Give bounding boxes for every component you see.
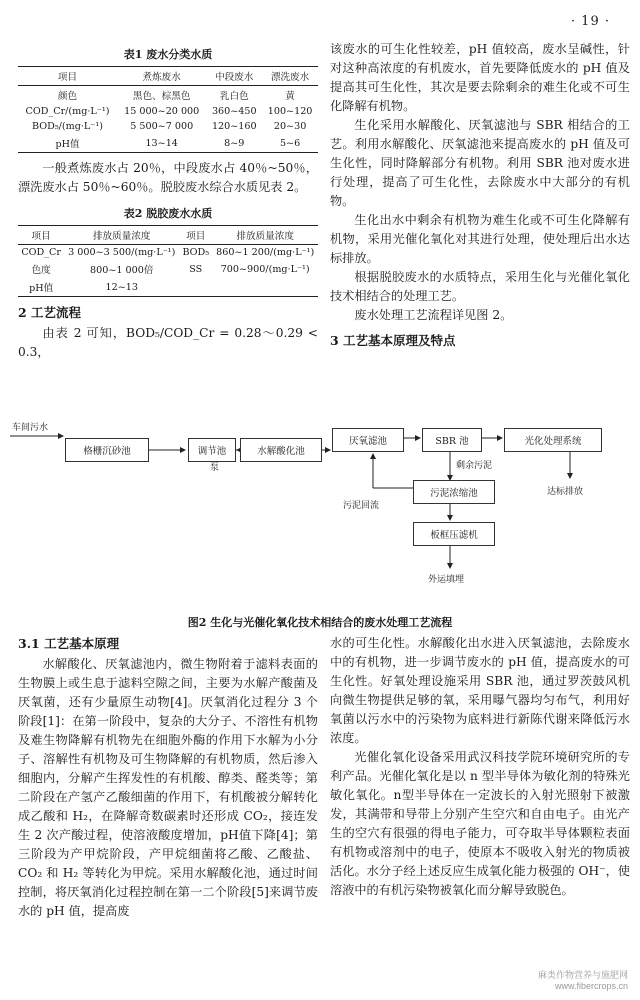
flow-box: 调节池 [188,438,236,462]
watermark [538,970,628,992]
paragraph: 由表 2 可知，BOD₅/COD_Cr = 0.28～0.29 < 0.3， [18,326,318,359]
section-heading: 2 工艺流程 [18,305,82,320]
table2-header: 项目 [186,231,206,242]
right-column-bottom [330,634,630,900]
table-row [18,134,318,153]
watermark-line: www.fibercrops.cn [554,981,628,991]
section-heading: 3.1 工艺基本原理 [18,636,120,651]
paragraph: 光催化氧化设备采用武汉科技学院环境研究所的专利产品。光催化氧化是以 n 型半导体为敏化剂的特殊光敏化氧化。n型半导体在一定波长的入射光照射下被激发，其满带和导带上分别产生空穴和自由电子。由光产生的空穴有很强的得电子能力，可夺取半导体颗粒表面有机物或溶剂中的电子，使原本不吸收入射光的物质被活化。水分子经上述反应生成氧化能力极强的 OH⁻，使溶液中的有机污染物被氧化而分解导致脱色。 [330,750,630,897]
paragraph: 水解酸化、厌氧滤池内，微生物附着于滤料表面的生物膜上或生息于滤料空隙之间，主要为水解产酸菌及厌氧菌，还有少量原生动物[4]。厌氧消化过程分 3 个阶段[1]：在第一阶段中，复杂的大分子、不溶性有机物及难生物降解有机物先在细胞外酶的作用下水解为小分子、溶解性有机物及可生物降解的有机物质，然后渗入细胞内，分解产生挥发性的有机酸、醇类、醛类等；第二阶段在产氢产乙酸细菌的作用下，有机酸被分解转化成乙酸和 H₂，在降解奇数碳素时还形成 CO₂，接连发生 2 次产酸过程，使溶液酸度增加，pH值下降[4]；第三阶段为产甲烷阶段，产甲烷细菌将乙酸、乙酸盐、CO₂ 和 H₂ 等转化为甲烷。采用水解酸化池，通过时间控制，将厌氧消化过程控制在第一二个阶段[5]来调节废水的 pH 值，提高废 [18,657,318,918]
input-label: 车间污水 [12,423,49,433]
table-row [18,260,318,278]
table-row [18,86,318,105]
paragraph: 生化出水中剩余有机物为难生化或不可生化降解有机物，采用光催化氧化对其进行处理，使处理后出水达标排放。 [330,213,630,265]
table2-header: 排放质量浓度 [236,231,294,242]
table2-header: 排放质量浓度 [92,231,151,242]
table-cell: COD_Cr/(mg·L⁻¹) [25,106,110,117]
flow-box: 水解酸化池 [240,438,322,462]
table-cell: SS [189,263,203,275]
table-cell: 12~13 [105,281,138,293]
table-row [18,278,318,297]
flow-box: 板框压滤机 [413,522,495,546]
table-cell: 黑色、棕黑色 [132,91,191,102]
flow-box: 污泥浓缩池 [413,480,495,504]
right-column [330,40,630,352]
table-cell: 20~30 [273,121,307,132]
table-cell: 800~1 000倍 [90,265,154,276]
table-cell: pH值 [55,139,80,150]
table-cell: 3 000~3 500/(mg·L⁻¹) [68,247,176,258]
table-cell: COD_Cr [21,247,61,258]
table1 [18,66,318,153]
section-heading: 3 工艺基本原理及特点 [330,333,456,348]
table-cell [179,278,212,297]
table1-caption: 表1 废水分类水质 [123,48,213,61]
landfill-label: 外运填埋 [428,575,465,585]
pump-label: 泵 [210,463,220,473]
return-label: 污泥回流 [343,501,380,511]
table2 [18,225,318,297]
table1-header: 项目 [57,72,78,83]
paragraph: 一般煮炼废水占 20％，中段废水占 40％~50％，漂洗废水占 50％~60％。脱胶废水综合水质见表 2。 [18,161,318,194]
left-column-bottom [18,634,318,921]
table1-header: 煮炼废水 [142,72,181,83]
paragraph: 该废水的可生化性较差，pH 值较高，废水呈碱性，针对这种高浓度的有机废水，首先要降低废水的 pH 值及提高其可生化性，其次是要去除剩余的难生化或不可生化降解有机物。 [330,42,630,113]
table2-caption: 表2 脱胶废水水质 [123,207,213,220]
paragraph: 生化采用水解酸化、厌氧滤池与 SBR 相结合的工艺。利用水解酸化、厌氧滤池来提高废水的 pH 值及可生化性，同时降解部分有机物。利用 SBR 池对废水进行处理，提高了可生化性，去除废水中大部分的有机物。 [330,118,630,208]
table-cell: 乳白色 [219,91,249,102]
table1-header: 漂洗废水 [270,72,310,83]
table1-header: 中段废水 [215,72,254,83]
discharge-label: 达标排放 [547,487,584,497]
table-cell: 颜色 [57,91,78,102]
flow-box: 厌氧滤池 [332,428,404,452]
table-cell: 700~900/(mg·L⁻¹) [220,263,310,275]
table-cell: 5 500~7 000 [130,121,194,132]
table-cell: BOD₅ [182,247,210,258]
table-cell: 15 000~20 000 [124,106,200,117]
watermark-line: 麻类作物营养与施肥网 [537,970,628,980]
table-cell: 色度 [31,265,51,276]
table-cell: 黄 [285,91,295,102]
left-column [18,40,318,362]
table-cell: 13~14 [145,137,178,149]
table-cell: 100~120 [267,106,313,117]
table-cell: pH值 [29,283,54,294]
paragraph: 根据脱胶废水的水质特点，采用生化与光催化氧化技术相结合的处理工艺。 [330,270,630,303]
table2-header: 项目 [31,231,51,242]
flow-box: SBR 池 [422,428,482,452]
table-cell: 8~9 [224,137,245,149]
flow-box: 格栅沉砂池 [65,438,149,462]
page-number: · 19 · [570,14,610,29]
sludge-label: 剩余污泥 [456,461,493,471]
flow-box: 光化处理系统 [504,428,602,452]
process-flow-diagram [10,408,630,608]
table-cell: 360~450 [211,106,257,117]
table-cell: 5~6 [279,137,301,149]
table-cell: 120~160 [211,121,257,132]
table-row [18,245,318,261]
paragraph: 废水处理工艺流程详见图 2。 [354,308,513,322]
paragraph: 水的可生化性。水解酸化出水进入厌氧滤池，去除废水中的有机物，进一步调节废水的 pH 值，提高废水的可生化性。好氧处理设施采用 SBR 池，通过罗茨鼓风机向微生物提供足够的氧，采用曝气器均匀布气，利用好氧菌以污水中的污染物为底料进行新陈代谢来降低污水浓度。 [330,636,630,745]
table-row [18,104,318,119]
table-cell [212,278,318,297]
table-cell: BOD₅/(mg·L⁻¹) [32,121,103,132]
figure-caption: 图2 生化与光催化氧化技术相结合的废水处理工艺流程 [187,616,453,629]
table-row [18,119,318,134]
table-cell: 860~1 200/(mg·L⁻¹) [216,247,315,258]
